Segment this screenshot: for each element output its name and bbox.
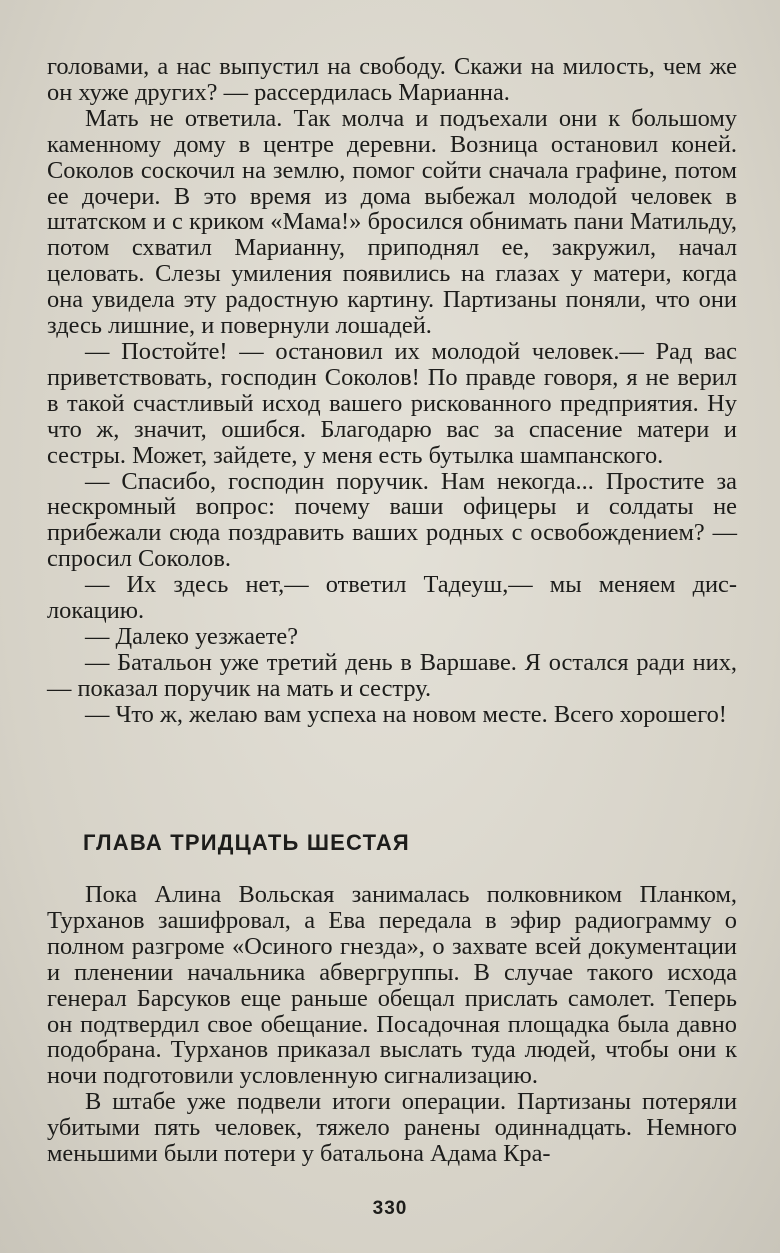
page-number: 330 [372,1198,408,1219]
text-block-top [47,54,737,728]
paragraph: Пока Алина Вольская занималась полковником Планком, Турханов зашифровал, а Ева передала в эфир радиограмму о полном разгроме «Осиного гнезда», о захвате всей документации и пленении начальника абвергруппы. В случае такого исхода генерал Барсуков еще раньше обещал прислать самолет. Теперь он подтвердил свое обещание. Посадочная площадка была давно подобрана. Турханов приказал выслать туда людей, чтобы они к ночи подготовили условленную сигнализацию. [47,881,737,1090]
paragraph: — Постойте! — остановил их молодой человек.— Рад вас приветствовать, господин Соколов! По правде говоря, я не верил в такой счастливый исход вашего рискованного предприятия. Ну что ж, значит, ошибся. Благодарю вас за спасение матери и сестры. Может, зайдете, у меня есть бутылка шампанского. [47,337,737,469]
paragraph: — Что ж, желаю вам успеха на новом месте. Всего хорошего! [85,700,727,728]
paragraph: головами, а нас выпустил на свободу. Скажи на милость, чем же он хуже других? — рассердилась Марианна. [47,53,737,106]
paragraph: В штабе уже подвели итоги операции. Партизаны потеряли убитыми пять человек, тяжело ранены одиннадцать. Немного меньшими были потери у батальона Адама Кра- [47,1088,737,1168]
paragraph: — Далеко уезжаете? [85,622,299,650]
chapter-title: ГЛАВА ТРИДЦАТЬ ШЕСТАЯ [83,830,410,855]
paragraph: Мать не ответила. Так молча и подъехали они к большому каменному дому в центре деревни. Возница остановил коней. Соколов соскочил на землю, помог сойти сначала графине, потом ее дочери. В это время из дома выбежал молодой человек в штатском и с криком «Мама!» бросился обнимать пани Матильду, потом схватил Марианну, приподнял ее, закружил, начал целовать. Слезы умиления появились на глазах у матери, когда она увидела эту радостную картину. Партизаны поняли, что они здесь лишние, и повернули лошадей. [47,104,737,340]
paragraph: — Их здесь нет,— ответил Тадеуш,— мы меняем дислокацию. [47,571,737,625]
paragraph: — Батальон уже третий день в Варшаве. Я остался ради них,— показал поручик на мать и сестру. [47,648,737,702]
paragraph: — Спасибо, господин поручик. Нам некогда... Простите за нескромный вопрос: почему ваши офицеры и солдаты не прибежали сюда поздравить ваших родных с освобождением? — спросил Соколов. [47,467,737,573]
text-block-bottom [47,882,737,1167]
